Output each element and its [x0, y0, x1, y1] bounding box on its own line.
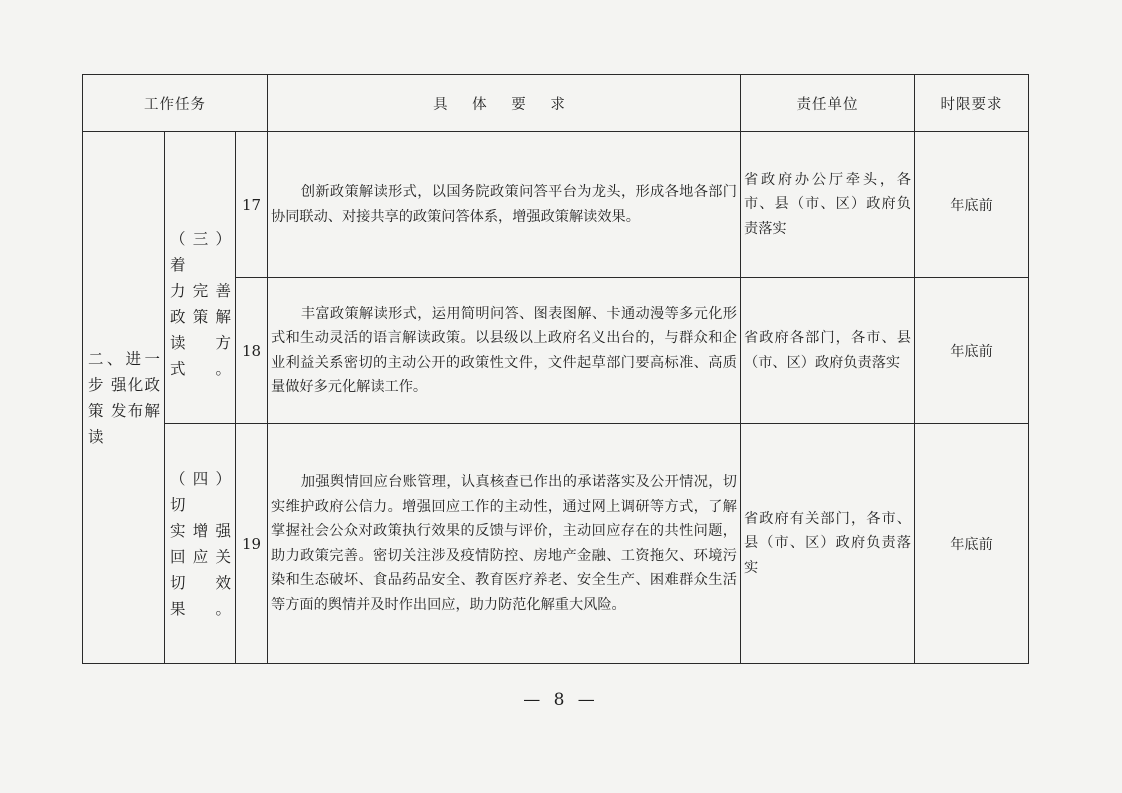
header-unit: 责任单位	[741, 75, 915, 132]
category-line: 强化政策	[88, 375, 160, 420]
header-deadline: 时限要求	[915, 75, 1029, 132]
table-row	[83, 424, 1029, 664]
subtask-line: 读方式。	[170, 334, 231, 378]
subtask-line: 回应关	[170, 547, 231, 566]
subtask-line: （三）着	[170, 230, 231, 274]
subtask-line: 政策解	[170, 308, 231, 326]
subtask-cell	[165, 132, 236, 424]
page-number: — 8 —	[523, 690, 599, 710]
requirement-text: 创新政策解读形式，以国务院政策问答平台为龙头，形成各地各部门协同联动、对接共享的政策问答体系，增强政策解读效果。	[271, 184, 737, 225]
category-line: 发布解读	[88, 401, 160, 446]
deadline-cell: 年底前	[915, 132, 1029, 278]
task-table	[82, 74, 1029, 664]
category-line: 二、进一步	[88, 349, 160, 394]
subtask-line: 实增强	[170, 521, 231, 540]
requirement-text: 丰富政策解读形式，运用简明问答、图表图解、卡通动漫等多元化形式和生动灵活的语言解读政策。以县级以上政府名义出台的，与群众和企业利益关系密切的主动公开的政策性文件，文件起草部门要高标准、高质量做好多元化解读工作。	[271, 305, 737, 395]
requirement-cell	[268, 424, 741, 664]
header-requirement: 具 体 要 求	[268, 75, 741, 132]
requirement-text: 加强舆情回应台账管理，认真核查已作出的承诺落实及公开情况，切实维护政府公信力。增强回应工作的主动性，通过网上调研等方式，了解掌握社会公众对政策执行效果的反馈与评价，主动回应存在的共性问题，助力政策完善。密切关注涉及疫情防控、房地产金融、工资拖欠、环境污染和生态破坏、食品药品安全、教育医疗养老、安全生产、困难群众生活等方面的舆情并及时作出回应，助力防范化解重大风险。	[271, 474, 737, 613]
requirement-cell	[268, 278, 741, 424]
row-number: 18	[236, 278, 268, 424]
unit-cell: 省政府办公厅牵头，各市、县（市、区）政府负责落实	[741, 132, 915, 278]
row-number: 19	[236, 424, 268, 664]
deadline-cell: 年底前	[915, 424, 1029, 664]
unit-cell: 省政府各部门，各市、县（市、区）政府负责落实	[741, 278, 915, 424]
subtask-line: 切效果。	[170, 573, 231, 618]
subtask-line: （四）切	[170, 469, 231, 514]
table-header-row	[83, 75, 1029, 132]
requirement-cell	[268, 132, 741, 278]
deadline-cell: 年底前	[915, 278, 1029, 424]
table-row	[83, 132, 1029, 278]
header-task: 工作任务	[83, 75, 268, 132]
subtask-line: 力完善	[170, 282, 231, 300]
row-number: 17	[236, 132, 268, 278]
category-cell	[83, 132, 165, 664]
subtask-cell	[165, 424, 236, 664]
unit-cell: 省政府有关部门，各市、县（市、区）政府负责落实	[741, 424, 915, 664]
